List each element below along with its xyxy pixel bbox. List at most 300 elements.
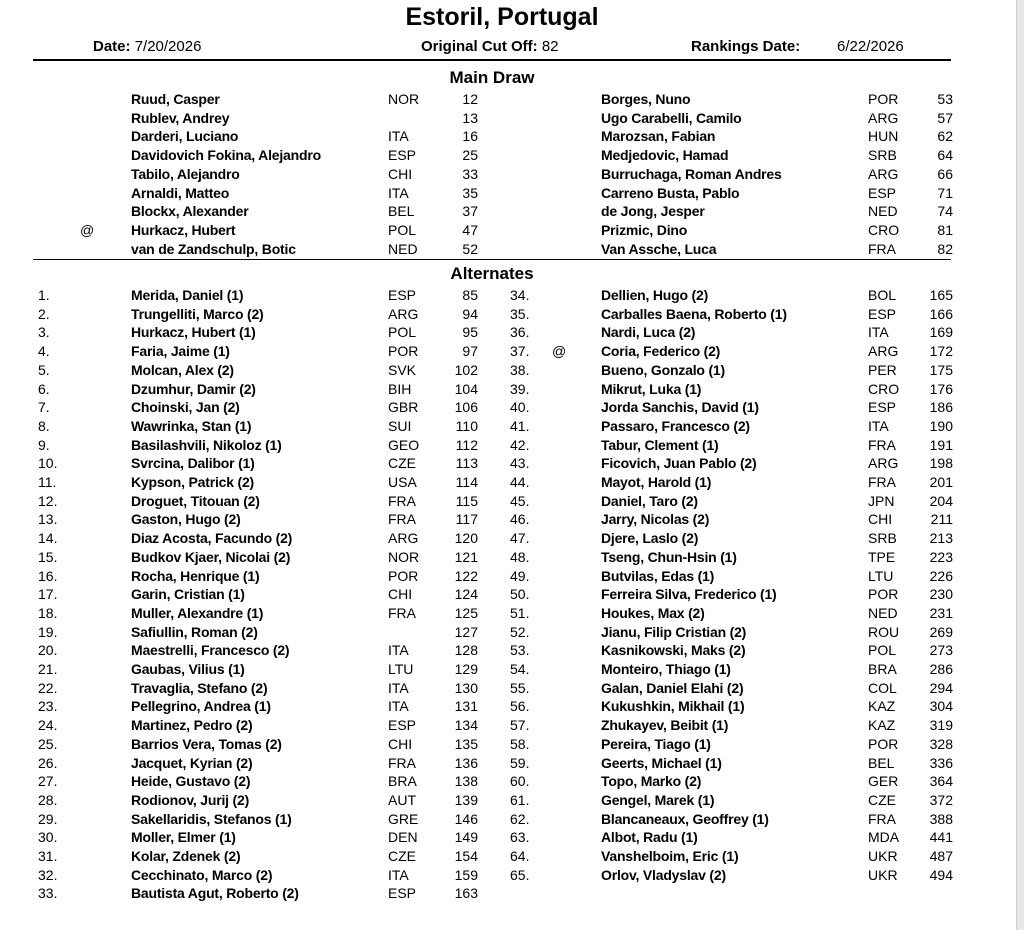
player-country: KAZ (868, 717, 896, 734)
alternate-number: 9. (38, 436, 50, 453)
player-country: HUN (868, 128, 899, 145)
player-name: Rublev, Andrey (131, 109, 230, 126)
player-rank: 47 (462, 221, 478, 238)
player-country: SRB (868, 147, 897, 164)
player-name: Tabilo, Alejandro (131, 165, 240, 182)
player-rank: 388 (929, 810, 953, 827)
player-rank: 131 (454, 698, 478, 715)
player-name: Gaubas, Vilius (1) (131, 661, 245, 677)
entry-marker: @ (552, 343, 567, 360)
player-rank: 62 (937, 128, 953, 145)
alternate-number: 42. (510, 436, 530, 453)
player-name: Blancaneaux, Geoffrey (1) (601, 810, 769, 827)
player-name: Rocha, Henrique (1) (131, 567, 260, 584)
player-rank: 211 (930, 511, 953, 528)
alternate-number: 28. (38, 791, 58, 808)
player-rank: 165 (929, 287, 953, 303)
alternate-number: 36. (510, 324, 530, 341)
player-name: Kasnikowski, Maks (2) (601, 642, 746, 659)
player-name: Garin, Cristian (1) (131, 586, 245, 603)
alternate-number: 30. (38, 829, 58, 846)
alternate-number: 29. (38, 810, 58, 827)
player-country: LTU (868, 567, 894, 584)
player-name: Dzumhur, Damir (2) (131, 380, 256, 397)
alternate-row (0, 380, 1000, 399)
player-country: ESP (868, 399, 897, 416)
alternate-number: 56. (510, 698, 530, 715)
rankings-date-label: Rankings Date: (691, 38, 801, 55)
alternate-number: 60. (510, 773, 530, 790)
alternate-number: 49. (510, 567, 530, 584)
player-rank: 136 (454, 754, 478, 771)
player-name: Molcan, Alex (2) (131, 361, 234, 378)
player-name: Ugo Carabelli, Camilo (601, 109, 742, 126)
alternate-row (0, 436, 1000, 455)
player-name: Dellien, Hugo (2) (601, 287, 709, 303)
alternate-row (0, 567, 1000, 586)
alternate-row (0, 454, 1000, 473)
player-country: POL (388, 221, 417, 238)
player-rank: 122 (454, 567, 478, 584)
player-rank: 125 (454, 604, 478, 621)
player-country: FRA (388, 604, 416, 621)
player-rank: 127 (454, 623, 478, 640)
player-name: Droguet, Titouan (2) (131, 492, 260, 509)
player-name: Vanshelboim, Eric (1) (601, 848, 739, 864)
alternate-row (0, 810, 1000, 829)
player-name: Travaglia, Stefano (2) (131, 679, 268, 696)
player-name: Marozsan, Fabian (601, 128, 716, 145)
player-country: ESP (868, 184, 897, 201)
alternate-number: 6. (38, 380, 50, 397)
player-country: CZE (388, 848, 416, 864)
player-rank: 149 (454, 829, 478, 846)
player-name: Burruchaga, Roman Andres (601, 165, 782, 182)
player-country: TPE (868, 548, 896, 565)
player-country: ARG (388, 305, 419, 322)
player-name: Rodionov, Jurij (2) (131, 791, 250, 808)
alternate-number: 23. (38, 698, 58, 715)
alternate-row (0, 754, 1000, 773)
alternate-number: 40. (510, 399, 530, 416)
player-rank: 81 (937, 221, 953, 238)
player-rank: 71 (937, 184, 953, 201)
player-name: Coria, Federico (2) (601, 343, 721, 360)
alternate-row (0, 529, 1000, 548)
player-rank: 269 (929, 623, 953, 640)
player-rank: 114 (455, 474, 478, 490)
player-rank: 286 (929, 661, 953, 677)
player-rank: 120 (454, 530, 478, 547)
player-rank: 319 (929, 717, 953, 734)
player-country: CZE (388, 455, 416, 472)
player-name: Orlov, Vladyslav (2) (601, 866, 726, 883)
player-name: Gaston, Hugo (2) (131, 511, 241, 528)
alternate-number: 50. (510, 586, 530, 603)
player-rank: 372 (929, 791, 953, 808)
player-country: FRA (868, 436, 896, 453)
player-rank: 124 (454, 586, 478, 603)
player-rank: 117 (455, 511, 478, 528)
player-rank: 159 (454, 866, 478, 883)
player-rank: 294 (929, 679, 953, 696)
player-rank: 138 (454, 773, 478, 790)
alternate-number: 52. (510, 623, 530, 640)
player-country: JPN (868, 492, 895, 509)
cutoff-value: 82 (541, 38, 559, 55)
player-rank: 95 (462, 324, 478, 341)
player-rank: 12 (462, 91, 478, 107)
alternate-number: 7. (38, 399, 50, 416)
player-rank: 64 (937, 147, 953, 164)
rankings-date-value: 6/22/2026 (837, 38, 904, 55)
player-name: Martinez, Pedro (2) (131, 717, 253, 734)
player-name: Budkov Kjaer, Nicolai (2) (131, 548, 291, 565)
player-country: GBR (388, 399, 419, 416)
main-draw-row (0, 127, 1000, 146)
player-name: Monteiro, Thiago (1) (601, 661, 731, 677)
alternate-row (0, 417, 1000, 436)
alternate-number: 25. (38, 735, 58, 752)
player-country: MDA (868, 829, 900, 846)
player-country: COL (868, 679, 897, 696)
player-name: Ferreira Silva, Frederico (1) (601, 586, 777, 603)
main-draw-row (0, 90, 1000, 109)
player-name: Pellegrino, Andrea (1) (131, 698, 271, 715)
alternate-number: 27. (38, 773, 58, 790)
player-country: POL (388, 324, 417, 341)
alternate-row (0, 697, 1000, 716)
player-country: POL (868, 642, 897, 659)
alternate-number: 44. (510, 474, 530, 490)
player-rank: 74 (937, 203, 953, 220)
player-country: ESP (868, 305, 897, 322)
player-country: ARG (388, 530, 419, 547)
alternate-row (0, 286, 1000, 305)
alternate-row (0, 641, 1000, 660)
alternate-number: 21. (38, 661, 58, 677)
player-country: BIH (388, 380, 412, 397)
player-rank: 166 (929, 305, 953, 322)
player-name: Kukushkin, Mikhail (1) (601, 698, 745, 715)
player-rank: 190 (929, 417, 953, 434)
alternate-row (0, 585, 1000, 604)
player-rank: 113 (455, 455, 478, 472)
alternate-number: 62. (510, 810, 530, 827)
player-name: Passaro, Francesco (2) (601, 417, 750, 434)
player-rank: 146 (454, 810, 478, 827)
alternate-number: 51. (510, 604, 530, 621)
player-name: Bueno, Gonzalo (1) (601, 361, 725, 378)
alternate-number: 43. (510, 455, 530, 472)
player-name: Zhukayev, Beibit (1) (601, 717, 729, 734)
main-draw-row (0, 184, 1000, 203)
alternate-number: 31. (38, 848, 58, 864)
player-country: ARG (868, 109, 899, 126)
player-name: Topo, Marko (2) (601, 773, 702, 790)
player-rank: 110 (455, 417, 478, 434)
alternate-number: 22. (38, 679, 58, 696)
player-country: BEL (388, 203, 415, 220)
alternate-number: 38. (510, 361, 530, 378)
player-country: ROU (868, 623, 900, 640)
player-country: ARG (868, 455, 899, 472)
player-country: NED (868, 604, 898, 621)
player-country: ITA (868, 417, 889, 434)
entry-marker: @ (80, 221, 95, 238)
player-name: Cecchinato, Marco (2) (131, 866, 273, 883)
alternate-row (0, 361, 1000, 380)
player-country: GRE (388, 810, 419, 827)
player-rank: 139 (454, 791, 478, 808)
alternate-number: 2. (38, 305, 50, 322)
alternate-number: 58. (510, 735, 530, 752)
alternate-number: 10. (38, 455, 58, 472)
player-rank: 115 (455, 492, 478, 509)
player-rank: 82 (937, 240, 953, 257)
cutoff-field (421, 38, 559, 55)
alternate-number: 39. (510, 380, 530, 397)
alternate-row (0, 473, 1000, 492)
player-name: Pereira, Tiago (1) (601, 735, 711, 752)
alternate-number: 13. (38, 511, 58, 528)
player-rank: 25 (462, 147, 478, 164)
player-country: FRA (388, 492, 416, 509)
player-rank: 97 (462, 343, 478, 360)
alternate-row (0, 604, 1000, 623)
player-rank: 186 (929, 399, 953, 416)
player-name: Ficovich, Juan Pablo (2) (601, 455, 757, 472)
player-country: ITA (388, 642, 409, 659)
alternate-number: 16. (38, 567, 58, 584)
player-country: CRO (868, 221, 900, 238)
player-country: NED (868, 203, 898, 220)
player-rank: 213 (929, 530, 953, 547)
player-rank: 106 (454, 399, 478, 416)
alternate-number: 15. (38, 548, 58, 565)
player-rank: 66 (937, 165, 953, 182)
player-name: Merida, Daniel (1) (131, 287, 244, 303)
alternate-number: 33. (38, 885, 58, 902)
alternate-number: 45. (510, 492, 530, 509)
player-rank: 336 (929, 754, 953, 771)
main-draw-row (0, 221, 1000, 240)
player-name: Wawrinka, Stan (1) (131, 417, 252, 434)
alternate-row (0, 323, 1000, 342)
player-name: Arnaldi, Matteo (131, 184, 230, 201)
player-name: de Jong, Jesper (601, 203, 705, 220)
player-name: Choinski, Jan (2) (131, 399, 240, 416)
player-rank: 52 (462, 240, 478, 257)
player-country: FRA (868, 810, 896, 827)
player-name: Gengel, Marek (1) (601, 791, 715, 808)
page-title: Estoril, Portugal (405, 3, 599, 31)
alternate-row (0, 510, 1000, 529)
player-name: Nardi, Luca (2) (601, 324, 696, 341)
player-rank: 57 (937, 109, 953, 126)
player-country: SRB (868, 530, 897, 547)
player-name: Heide, Gustavo (2) (131, 773, 251, 790)
player-rank: 169 (929, 324, 953, 341)
player-country: ESP (388, 885, 417, 902)
alternate-row (0, 342, 1000, 361)
player-name: Svrcina, Dalibor (1) (131, 455, 255, 472)
player-country: UKR (868, 848, 898, 864)
player-rank: 176 (929, 380, 953, 397)
alternate-number: 59. (510, 754, 530, 771)
player-country: FRA (868, 240, 896, 257)
player-name: Jacquet, Kyrian (2) (131, 754, 253, 771)
player-name: Kolar, Zdenek (2) (131, 848, 241, 864)
player-country: POR (868, 735, 899, 752)
alternate-number: 41. (510, 417, 530, 434)
alternate-number: 64. (510, 848, 530, 864)
alternate-row (0, 492, 1000, 511)
player-name: Barrios Vera, Tomas (2) (131, 735, 282, 752)
alternate-row (0, 305, 1000, 324)
main-draw-row (0, 109, 1000, 128)
player-rank: 231 (929, 604, 953, 621)
player-name: Houkes, Max (2) (601, 604, 705, 621)
player-rank: 134 (454, 717, 478, 734)
player-name: Basilashvili, Nikoloz (1) (131, 436, 282, 453)
alternate-number: 46. (510, 511, 530, 528)
player-name: Hurkacz, Hubert (131, 221, 236, 238)
player-rank: 198 (929, 455, 953, 472)
main-draw-row (0, 202, 1000, 221)
player-name: Jorda Sanchis, David (1) (601, 399, 759, 416)
alternate-number: 54. (510, 661, 530, 677)
player-country: POR (868, 586, 899, 603)
alternate-row (0, 660, 1000, 679)
player-rank: 37 (462, 203, 478, 220)
player-country: GER (868, 773, 899, 790)
player-country: BRA (388, 773, 417, 790)
player-country: BOL (868, 287, 897, 303)
player-name: Tabur, Clement (1) (601, 436, 719, 453)
player-country: CHI (388, 586, 413, 603)
alternate-number: 34. (510, 287, 530, 303)
player-country: ITA (388, 128, 409, 145)
player-country: FRA (868, 474, 896, 490)
player-rank: 130 (454, 679, 478, 696)
player-name: Geerts, Michael (1) (601, 754, 722, 771)
player-name: Hurkacz, Hubert (1) (131, 324, 256, 341)
header-divider (33, 59, 951, 61)
player-rank: 487 (929, 848, 953, 864)
player-rank: 135 (454, 735, 478, 752)
player-rank: 16 (462, 128, 478, 145)
alternate-number: 14. (38, 530, 58, 547)
alternate-row (0, 735, 1000, 754)
player-name: Carballes Baena, Roberto (1) (601, 305, 787, 322)
alternate-number: 63. (510, 829, 530, 846)
player-rank: 13 (462, 109, 478, 126)
player-name: Maestrelli, Francesco (2) (131, 642, 290, 659)
alternate-number: 32. (38, 866, 58, 883)
player-country: ITA (388, 184, 409, 201)
player-country: NOR (388, 91, 420, 107)
main-draw-heading: Main Draw (449, 68, 535, 87)
main-draw-row (0, 165, 1000, 184)
alternate-number: 53. (510, 642, 530, 659)
player-country: CHI (388, 165, 413, 182)
alternate-row (0, 791, 1000, 810)
player-name: Darderi, Luciano (131, 128, 239, 145)
player-rank: 494 (929, 866, 953, 883)
player-name: Muller, Alexandre (1) (131, 604, 264, 621)
player-rank: 223 (929, 548, 953, 565)
player-country: CHI (868, 511, 893, 528)
alternate-row (0, 828, 1000, 847)
alternates-heading: Alternates (450, 264, 534, 283)
player-rank: 204 (929, 492, 953, 509)
player-rank: 201 (929, 474, 953, 490)
player-rank: 441 (929, 829, 953, 846)
page-edge (1016, 0, 1024, 930)
player-country: ESP (388, 287, 417, 303)
player-name: Djere, Laslo (2) (601, 530, 699, 547)
player-country: LTU (388, 661, 414, 677)
player-country: ESP (388, 717, 417, 734)
player-name: Safiullin, Roman (2) (131, 623, 258, 640)
alternate-number: 19. (38, 623, 58, 640)
player-name: Bautista Agut, Roberto (2) (131, 885, 299, 902)
player-country: ITA (868, 324, 889, 341)
player-rank: 273 (929, 642, 953, 659)
player-name: Jianu, Filip Cristian (2) (601, 623, 747, 640)
player-rank: 33 (462, 165, 478, 182)
player-rank: 104 (454, 380, 478, 397)
date-label: Date: (93, 38, 131, 55)
alternate-number: 5. (38, 361, 50, 378)
player-name: Galan, Daniel Elahi (2) (601, 679, 744, 696)
player-country: ITA (388, 679, 409, 696)
player-country: UKR (868, 866, 898, 883)
player-rank: 102 (454, 361, 478, 378)
player-rank: 35 (462, 184, 478, 201)
alternate-row (0, 623, 1000, 642)
alternate-number: 61. (510, 791, 530, 808)
player-rank: 129 (454, 661, 478, 677)
player-rank: 85 (462, 287, 478, 303)
alternate-row (0, 716, 1000, 735)
player-rank: 163 (454, 885, 478, 902)
player-name: Diaz Acosta, Facundo (2) (131, 530, 293, 547)
alternate-number: 4. (38, 343, 50, 360)
player-rank: 53 (937, 91, 953, 107)
player-country: CZE (868, 791, 896, 808)
player-country: BRA (868, 661, 897, 677)
rankings-date-field (691, 38, 904, 55)
date-field (93, 38, 201, 55)
player-country: POR (388, 567, 419, 584)
player-country: CHI (388, 735, 413, 752)
date-value: 7/20/2026 (134, 38, 202, 55)
cutoff-label: Original Cut Off: (421, 38, 538, 55)
alternate-row (0, 772, 1000, 791)
player-country: NOR (388, 548, 420, 565)
alternate-number: 47. (510, 530, 530, 547)
player-country: ESP (388, 147, 417, 164)
player-country: FRA (388, 754, 416, 771)
player-name: Trungelliti, Marco (2) (131, 305, 264, 322)
alternate-number: 55. (510, 679, 530, 696)
alternate-row (0, 847, 1000, 866)
player-rank: 364 (929, 773, 953, 790)
player-country: SUI (388, 417, 412, 434)
player-country: ARG (868, 343, 899, 360)
